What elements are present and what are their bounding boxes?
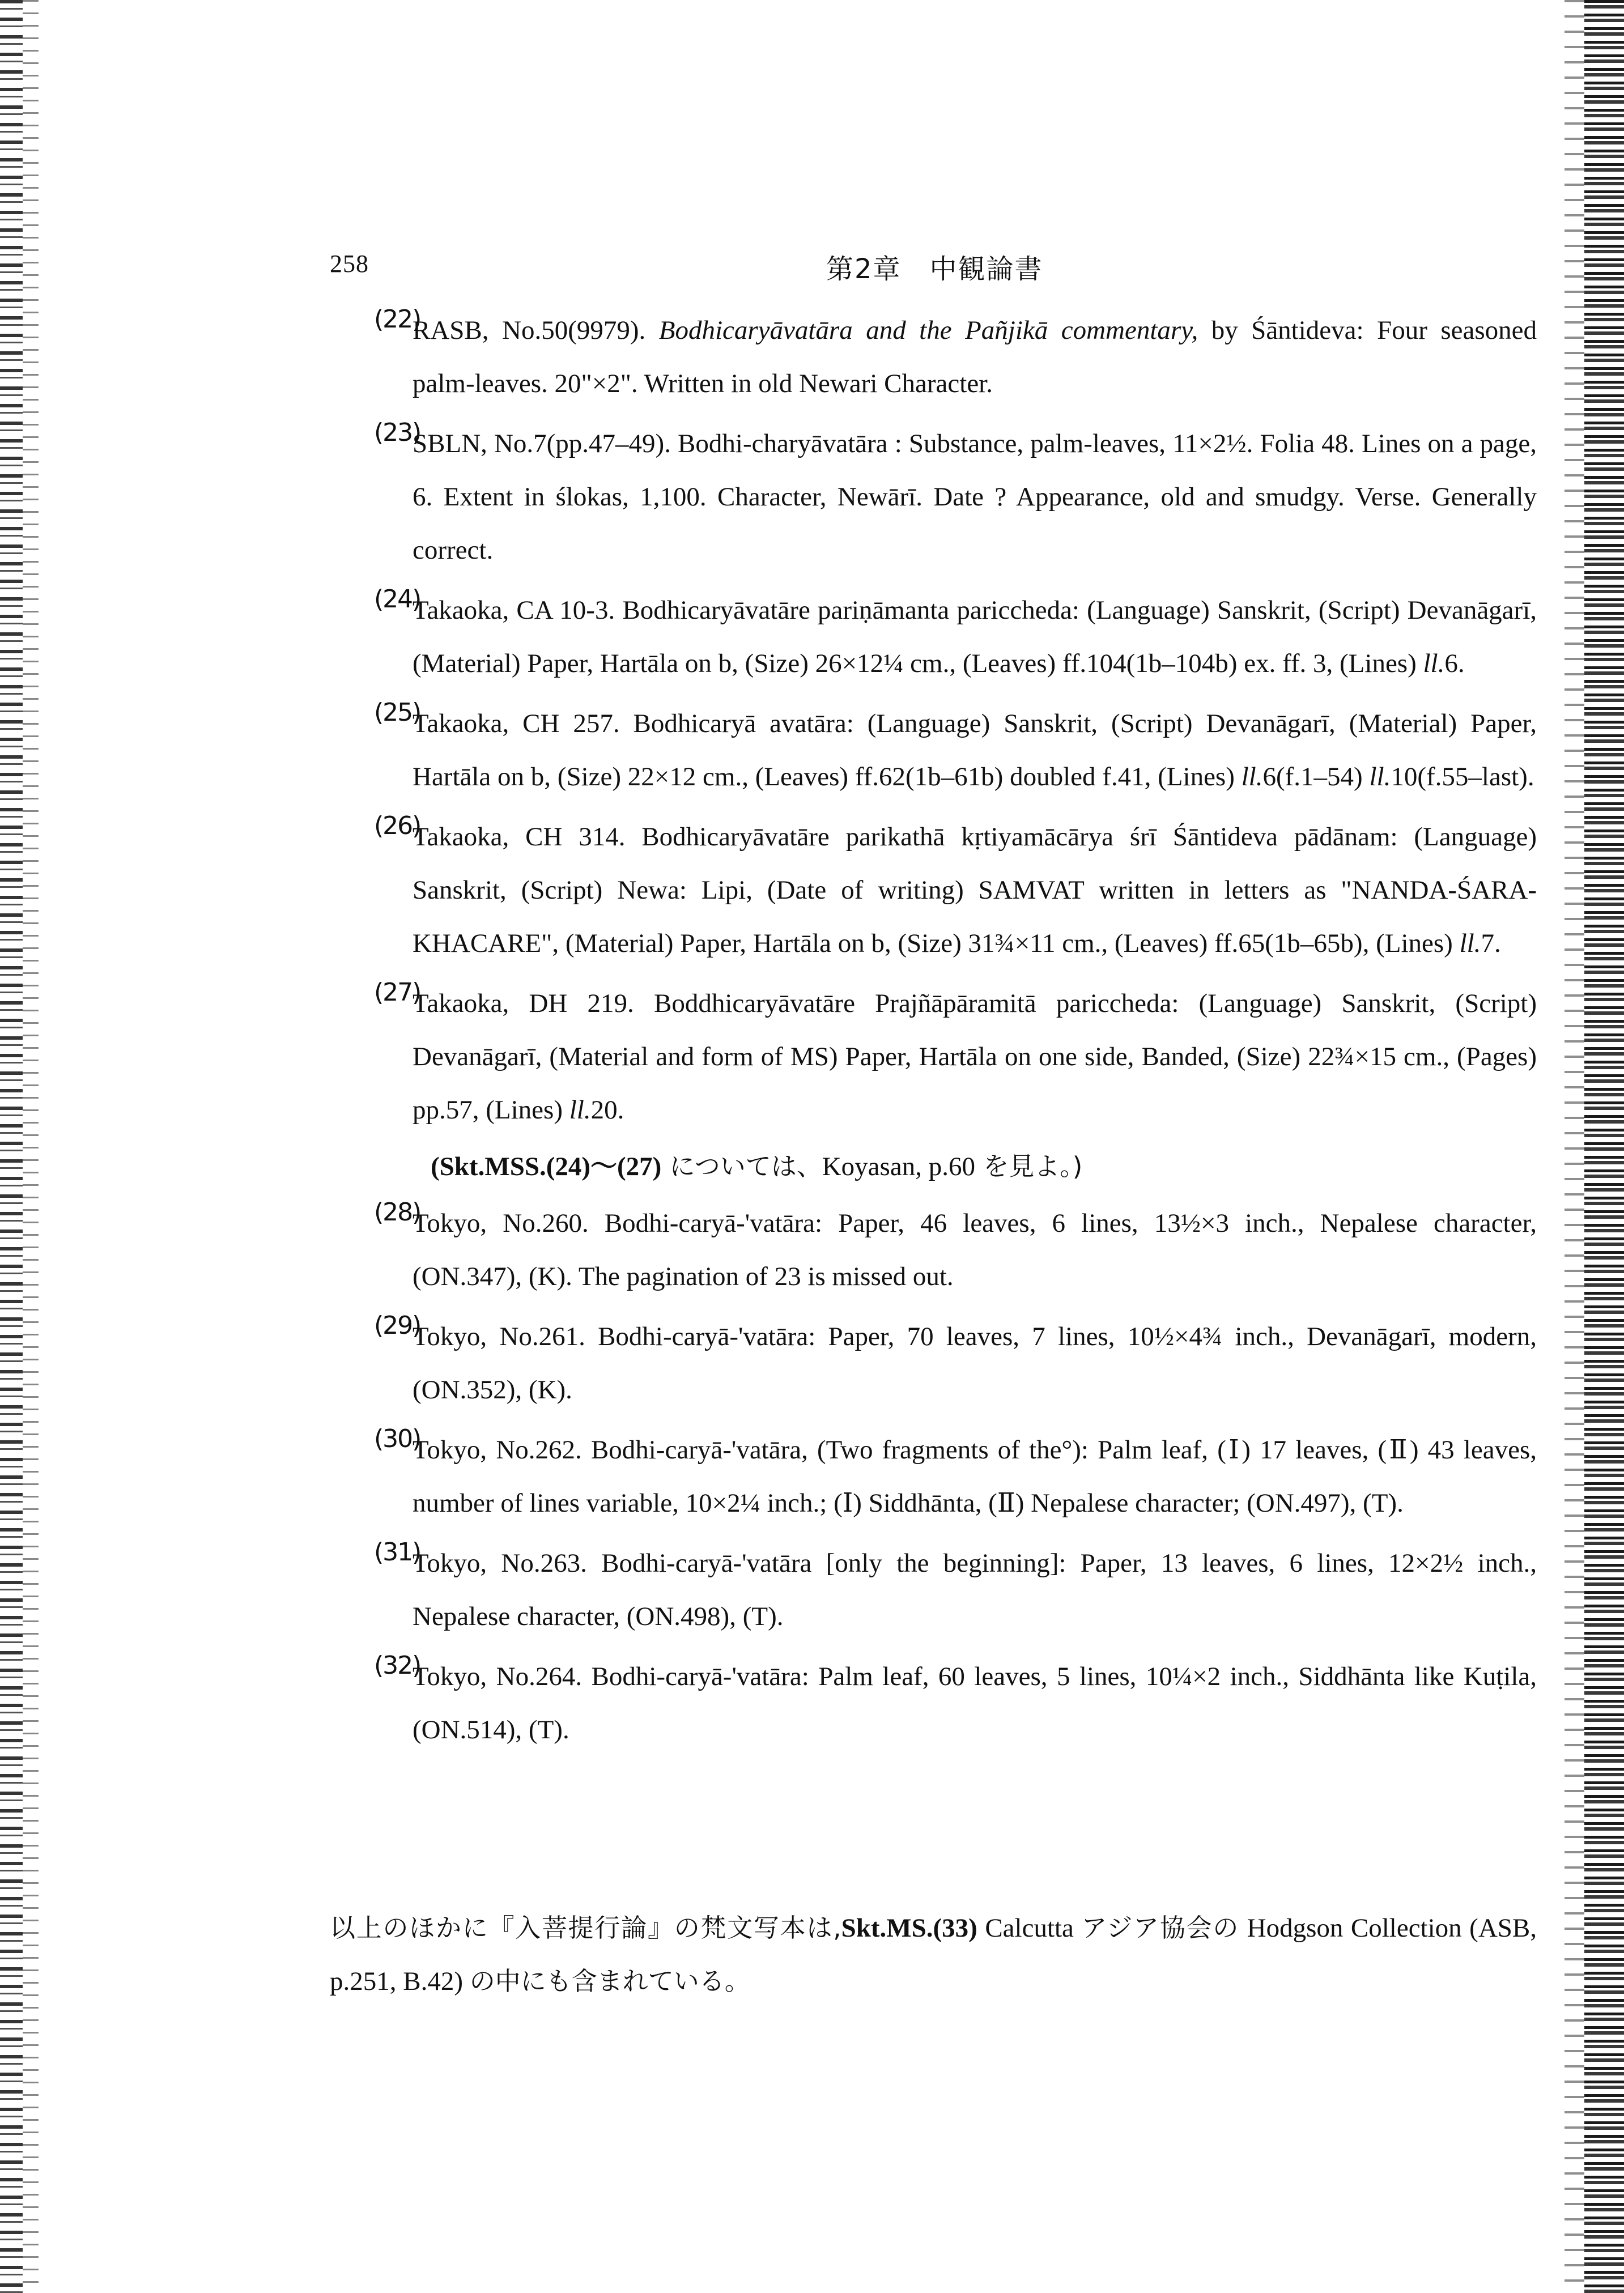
entry-text-part: Takaoka, CH 257. Bodhicaryā avatāra: (Language) Sanskrit, (Script) Devanāgarī, (Material) Paper, Hartāla on b, (Size) 22×12 cm., (Leaves) ff.62(1b–61b) doubled f.41, (Lines) [413, 709, 1537, 792]
entry-text-part: Tokyo, No.261. Bodhi-caryā-'vatāra: Paper, 70 leaves, 7 lines, 10½×4¾ inch., Devanāgarī, modern, (ON.352), (K). [413, 1322, 1537, 1405]
entry-text-part: Bodhicaryāvatāra and the Pañjikā commentary, [658, 316, 1198, 345]
manuscript-entry [374, 584, 1537, 690]
manuscript-entry [374, 1650, 1537, 1756]
entry-text-part: by Śāntideva: Four seasoned palm-leaves. 20"×2". Written in old Newari Character. [413, 316, 1537, 398]
entry-text [374, 810, 1537, 970]
entry-text-part: Tokyo, No.264. Bodhi-caryā-'vatāra: Palm leaf, 60 leaves, 5 lines, 10¼×2 inch., Siddhānta like Kuṭila, (ON.514), (T). [413, 1662, 1537, 1745]
entry-text-part: Tokyo, No.262. Bodhi-caryā-'vatāra, (Two fragments of the°): Palm leaf, (Ⅰ) 17 leaves, (Ⅱ) 43 leaves, number of lines variable, 10×2¼ inch.; (Ⅰ) Siddhānta, (Ⅱ) Nepalese character; (ON.497), (T). [413, 1435, 1537, 1518]
manuscript-entry [374, 304, 1537, 410]
entry-text-part: 6(f.1–54) [1262, 762, 1370, 792]
entry-text [374, 1537, 1537, 1643]
entry-text-part: 10(f.55–last). [1391, 762, 1534, 792]
closing-calcutta: Calcutta [977, 1913, 1082, 1943]
entry-number: (26) [374, 811, 421, 840]
entry-text-part: 6. [1444, 649, 1465, 678]
closing-jp-3: の中にも含まれている。 [469, 1966, 750, 1996]
entry-text [374, 584, 1537, 690]
entry-text [374, 1197, 1537, 1303]
manuscript-entry [374, 1423, 1537, 1530]
entry-number: (25) [374, 698, 421, 727]
entry-number: (28) [374, 1198, 421, 1227]
entry-text [374, 417, 1537, 577]
entry-text-part: ll. [1369, 762, 1391, 792]
entry-text-part: Takaoka, CA 10-3. Bodhicaryāvatāre pariṇāmanta pariccheda: (Language) Sanskrit, (Script) Devanāgarī, (Material) Paper, Hartāla on b, (Size) 26×12¼ cm., (Leaves) ff.104(1b–104b) ex. ff. 3, (Lines) [413, 595, 1537, 678]
entry-number: (24) [374, 585, 421, 614]
entry-number: (30) [374, 1424, 421, 1453]
cross-reference-note [374, 1140, 1537, 1193]
note-jp-2: を見よ。) [975, 1151, 1083, 1181]
manuscript-entry [374, 1310, 1537, 1416]
entry-text [374, 1650, 1537, 1756]
entry-text [374, 697, 1537, 803]
entry-text-part: ll. [1459, 929, 1481, 958]
closing-paragraph [330, 1901, 1537, 2008]
scan-edge-left [0, 0, 23, 2293]
closing-hodgson: Hodgson Collection (ASB, p.251, B.42) [330, 1913, 1537, 1996]
scan-edge-right [1584, 0, 1624, 2293]
entry-text-part: 7. [1481, 929, 1501, 958]
entry-text-part: SBLN, No.7(pp.47–49). Bodhi-charyāvatāra : Substance, palm-leaves, 11×2½. Folia 48. Lines on a page, 6. Extent in ślokas, 1,100. Character, Newārī. Date ? Appearance, old and smudgy. Verse. Generally correct. [413, 429, 1537, 565]
entry-text-part: ll. [1423, 649, 1445, 678]
entry-text [374, 1423, 1537, 1530]
scan-edge-left-inner [23, 0, 39, 2293]
manuscript-entry [374, 1197, 1537, 1303]
entry-text-part: Tokyo, No.263. Bodhi-caryā-'vatāra [only the beginning]: Paper, 13 leaves, 6 lines, 12×2½ inch., Nepalese character, (ON.498), (T). [413, 1548, 1537, 1631]
entry-number: (31) [374, 1538, 421, 1567]
closing-jp-2: アジア協会の [1081, 1913, 1240, 1943]
note-koyasan-ref: Koyasan, p.60 [822, 1152, 975, 1181]
entry-text [374, 304, 1537, 410]
page-number: 258 [330, 250, 369, 278]
manuscript-entry [374, 1537, 1537, 1643]
entry-text-part: ll. [569, 1095, 591, 1125]
entry-text-part: RASB, No.50(9979). [413, 316, 659, 345]
scan-edge-right-inner [1565, 0, 1584, 2293]
manuscript-entry [374, 977, 1537, 1137]
entry-text [374, 1310, 1537, 1416]
entry-number: (27) [374, 978, 421, 1007]
entry-text-part: ll. [1241, 762, 1263, 792]
manuscript-entry [374, 417, 1537, 577]
note-bold-ref: (Skt.MSS.(24)〜(27) [431, 1152, 662, 1181]
note-jp-1: については、 [661, 1151, 822, 1181]
entry-number: (29) [374, 1311, 421, 1340]
manuscript-entry [374, 697, 1537, 803]
manuscript-entry [374, 810, 1537, 970]
entry-text [374, 977, 1537, 1137]
entry-text-part: 20. [590, 1095, 624, 1125]
closing-jp-1: 以上のほかに『入菩提行論』の梵文写本は, [330, 1913, 841, 1943]
entry-text-part: Takaoka, CH 314. Bodhicaryāvatāre parikathā kṛtiyamācārya śrī Śāntideva pādānam: (Language) Sanskrit, (Script) Newa: Lipi, (Date of writing) SAMVAT written in letters as "NANDA-ŚARA-KHACARE", (Material) Paper, Hartāla on b, (Size) 31¾×11 cm., (Leaves) ff.65(1b–65b), (Lines) [413, 822, 1537, 958]
entry-text-part: Takaoka, DH 219. Boddhicaryāvatāre Prajñāpāramitā pariccheda: (Language) Sanskrit, (Script) Devanāgarī, (Material and form of MS) Paper, Hartāla on one side, Banded, (Size) 22¾×15 cm., (Pages) pp.57, (Lines) [413, 989, 1537, 1125]
entry-number: (32) [374, 1651, 421, 1680]
manuscript-list [374, 304, 1537, 1763]
chapter-title: 第2章 中観論書 [826, 253, 1043, 285]
entry-number: (23) [374, 418, 421, 447]
entry-text-part: Tokyo, No.260. Bodhi-caryā-'vatāra: Paper, 46 leaves, 6 lines, 13½×3 inch., Nepalese character, (ON.347), (K). The pagination of 23 is missed out. [413, 1209, 1537, 1291]
entry-number: (22) [374, 305, 421, 334]
closing-bold-ref: Skt.MS.(33) [841, 1913, 977, 1943]
